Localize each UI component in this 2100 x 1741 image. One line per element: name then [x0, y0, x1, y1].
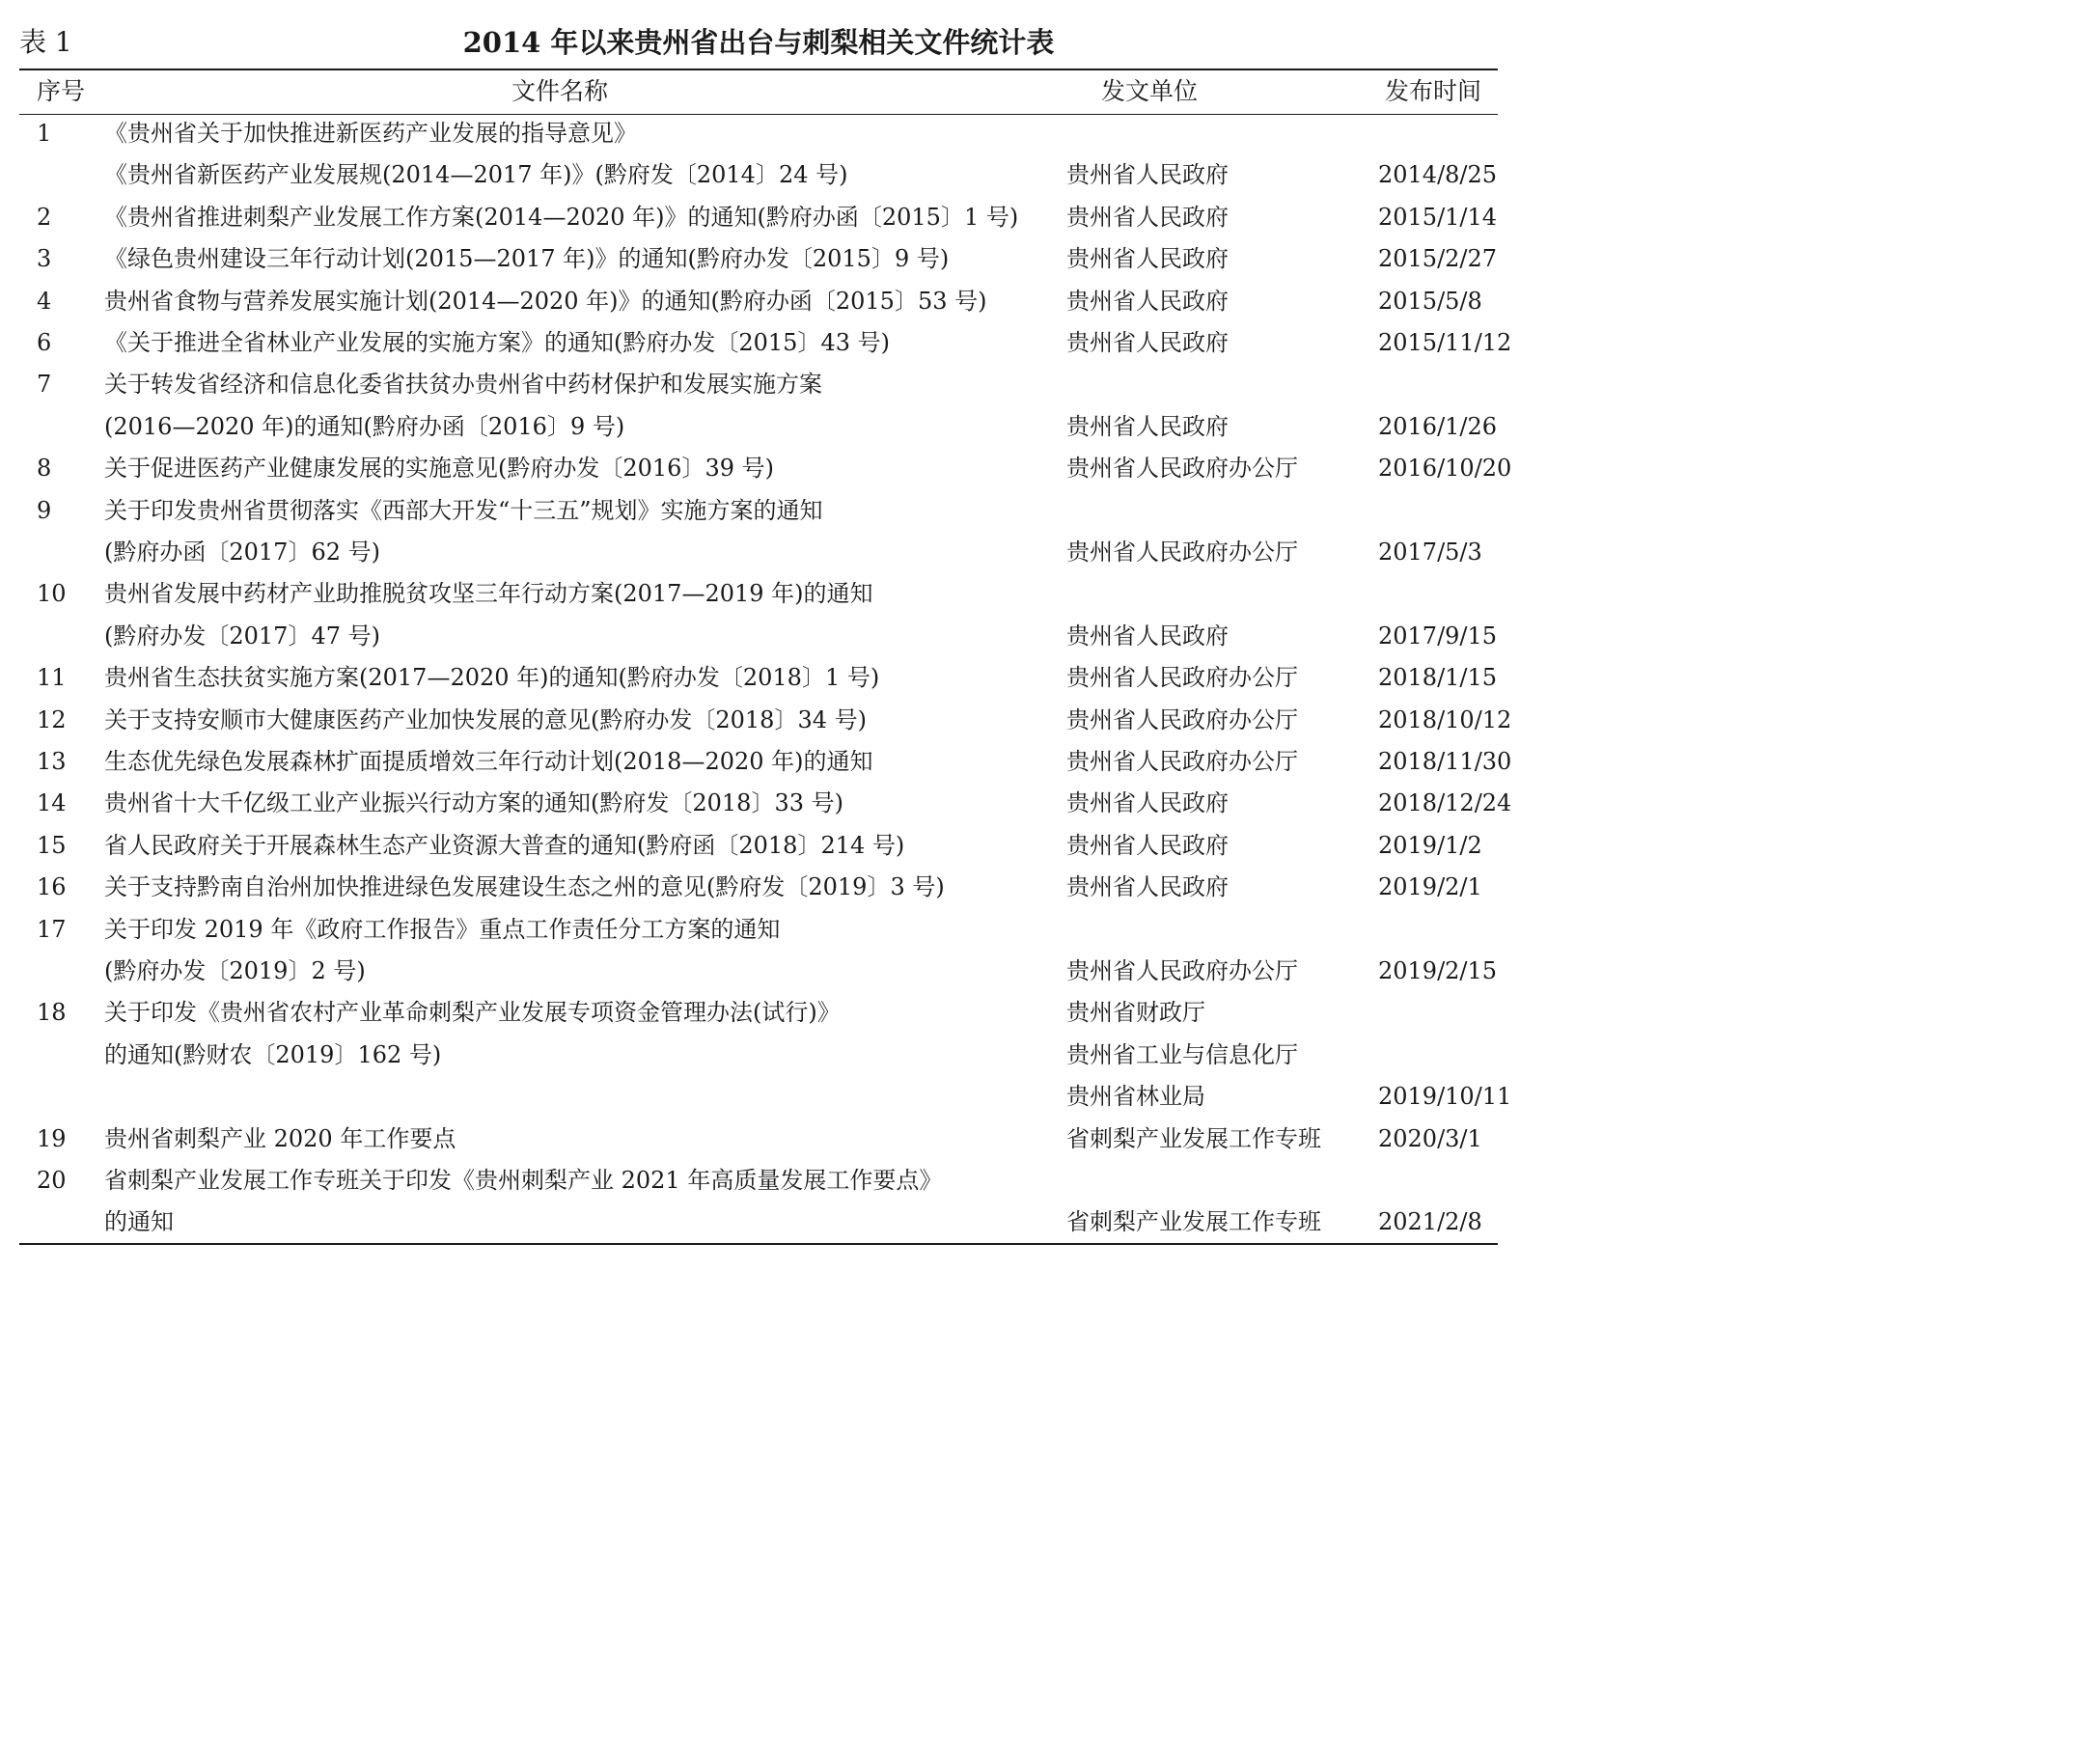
- issuing-unit: 贵州省林业局: [1066, 1083, 1205, 1111]
- row-number: 8: [37, 455, 52, 483]
- issue-date: 2017/9/15: [1378, 622, 1498, 649]
- issuing-unit: 贵州省人民政府: [1066, 287, 1229, 315]
- row-number: 16: [37, 873, 67, 901]
- table-row: [19, 321, 1512, 364]
- issue-date: 2019/2/1: [1378, 873, 1482, 901]
- issuing-unit: 省刺梨产业发展工作专班: [1066, 1208, 1321, 1236]
- issuing-unit: 贵州省人民政府办公厅: [1066, 664, 1298, 692]
- bottom-rule: [19, 1243, 1498, 1245]
- document-name: 省刺梨产业发展工作专班关于印发《贵州刺梨产业 2021 年高质量发展工作要点》: [104, 1167, 943, 1194]
- issue-date: 2019/10/11: [1378, 1083, 1512, 1111]
- header-unit: 发文单位: [1100, 77, 1198, 105]
- table-row: [19, 237, 1498, 280]
- row-number: 20: [37, 1167, 67, 1194]
- issue-date: 2019/1/2: [1378, 831, 1482, 859]
- table-row: [19, 405, 1498, 448]
- row-number: 12: [37, 705, 67, 733]
- table-row: [19, 782, 1512, 824]
- row-number: 10: [37, 580, 67, 608]
- document-name: 《贵州省推进刺梨产业发展工作方案(2014—2020 年)》的通知(黔府办函〔2015〕1 号): [104, 203, 1019, 231]
- document-name: (2016—2020 年)的通知(黔府办函〔2016〕9 号): [104, 412, 625, 440]
- issue-date: 2018/12/24: [1378, 789, 1512, 817]
- issue-date: 2020/3/1: [1378, 1124, 1482, 1152]
- issue-date: 2018/11/30: [1378, 748, 1512, 775]
- row-number: 6: [37, 329, 52, 356]
- table-caption: [19, 21, 1498, 64]
- table-title: 2014 年以来贵州省出台与刺梨相关文件统计表: [462, 26, 1055, 59]
- issue-date: 2015/1/14: [1378, 203, 1498, 231]
- document-name: 关于转发省经济和信息化委省扶贫办贵州省中药材保护和发展实施方案: [104, 371, 822, 399]
- document-name: 贵州省生态扶贫实施方案(2017—2020 年)的通知(黔府办发〔2018〕1 号): [104, 664, 880, 692]
- issuing-unit: 贵州省工业与信息化厅: [1066, 1040, 1298, 1068]
- document-name: 的通知(黔财农〔2019〕162 号): [104, 1040, 442, 1068]
- table-row: [19, 531, 1498, 573]
- row-number: 14: [37, 789, 67, 817]
- issuing-unit: 贵州省财政厅: [1066, 999, 1205, 1027]
- issuing-unit: 贵州省人民政府: [1066, 329, 1229, 356]
- document-name: 的通知: [104, 1208, 174, 1236]
- table-row: [19, 991, 1498, 1034]
- issue-date: 2018/10/12: [1378, 705, 1512, 733]
- issue-date: 2015/5/8: [1378, 287, 1482, 315]
- issuing-unit: 贵州省人民政府: [1066, 245, 1229, 273]
- table-row: [19, 908, 1498, 951]
- issuing-unit: 贵州省人民政府办公厅: [1066, 455, 1298, 483]
- table-row: [19, 866, 1498, 908]
- header-name: 文件名称: [511, 77, 608, 105]
- issuing-unit: 贵州省人民政府: [1066, 831, 1229, 859]
- table-row: [19, 1075, 1512, 1118]
- row-number: 3: [37, 245, 52, 273]
- issuing-unit: 贵州省人民政府办公厅: [1066, 748, 1298, 775]
- table-header: [19, 70, 1498, 113]
- table-label: 表 1: [19, 26, 72, 58]
- issue-date: 2017/5/3: [1378, 539, 1482, 566]
- document-name: (黔府办函〔2017〕62 号): [104, 539, 380, 566]
- table-row: [19, 153, 1498, 196]
- issuing-unit: 贵州省人民政府办公厅: [1066, 957, 1298, 984]
- table-row: [19, 447, 1512, 489]
- issuing-unit: 贵州省人民政府: [1066, 203, 1229, 231]
- issuing-unit: 省刺梨产业发展工作专班: [1066, 1124, 1321, 1152]
- issue-date: 2021/2/8: [1378, 1208, 1482, 1236]
- document-name: 关于支持黔南自治州加快推进绿色发展建设生态之州的意见(黔府发〔2019〕3 号): [104, 873, 945, 901]
- table-row: [19, 280, 1498, 322]
- document-name: 生态优先绿色发展森林扩面提质增效三年行动计划(2018—2020 年)的通知: [104, 748, 873, 775]
- header-date: 发布时间: [1384, 77, 1481, 105]
- table-row: [19, 656, 1498, 699]
- table-row: [19, 363, 1498, 405]
- document-name: (黔府办发〔2019〕2 号): [104, 957, 366, 984]
- issue-date: 2014/8/25: [1378, 161, 1498, 189]
- document-name: 省人民政府关于开展森林生态产业资源大普查的通知(黔府函〔2018〕214 号): [104, 831, 905, 859]
- issue-date: 2015/11/12: [1378, 329, 1512, 356]
- issue-date: 2016/1/26: [1378, 412, 1498, 440]
- document-name: 关于促进医药产业健康发展的实施意见(黔府办发〔2016〕39 号): [104, 455, 774, 483]
- row-number: 15: [37, 831, 67, 859]
- issue-date: 2016/10/20: [1378, 455, 1512, 483]
- row-number: 9: [37, 496, 52, 524]
- row-number: 11: [37, 664, 67, 692]
- table-row: [19, 196, 1498, 238]
- issuing-unit: 贵州省人民政府: [1066, 789, 1229, 817]
- issuing-unit: 贵州省人民政府: [1066, 622, 1229, 649]
- issuing-unit: 贵州省人民政府办公厅: [1066, 705, 1298, 733]
- issue-date: 2018/1/15: [1378, 664, 1498, 692]
- document-name: 贵州省十大千亿级工业产业振兴行动方案的通知(黔府发〔2018〕33 号): [104, 789, 843, 817]
- table-row: [19, 615, 1498, 657]
- table-row: [19, 1159, 1498, 1202]
- issue-date: 2015/2/27: [1378, 245, 1498, 273]
- document-name: 贵州省发展中药材产业助推脱贫攻坚三年行动方案(2017—2019 年)的通知: [104, 580, 873, 608]
- document-name: 《绿色贵州建设三年行动计划(2015—2017 年)》的通知(黔府办发〔2015〕9 号): [104, 245, 950, 273]
- document-name: 贵州省食物与营养发展实施计划(2014—2020 年)》的通知(黔府办函〔2015〕53 号): [104, 287, 987, 315]
- table-row: [19, 489, 1498, 532]
- document-name: (黔府办发〔2017〕47 号): [104, 622, 380, 649]
- row-number: 17: [37, 915, 67, 943]
- table-row: [19, 699, 1512, 741]
- issuing-unit: 贵州省人民政府: [1066, 873, 1229, 901]
- row-number: 4: [37, 287, 52, 315]
- document-name: 关于印发 2019 年《政府工作报告》重点工作责任分工方案的通知: [104, 915, 781, 943]
- document-name: 关于印发《贵州省农村产业革命刺梨产业发展专项资金管理办法(试行)》: [104, 999, 841, 1027]
- document-name: 关于支持安顺市大健康医药产业加快发展的意见(黔府办发〔2018〕34 号): [104, 705, 867, 733]
- document-name: 关于印发贵州省贯彻落实《西部大开发“十三五”规划》实施方案的通知: [104, 496, 823, 524]
- table-row: [19, 572, 1498, 615]
- table-row: [19, 1034, 1498, 1076]
- table-row: [19, 112, 1498, 154]
- header-no: 序号: [37, 77, 86, 105]
- document-name: 《关于推进全省林业产业发展的实施方案》的通知(黔府办发〔2015〕43 号): [104, 329, 890, 356]
- issuing-unit: 贵州省人民政府: [1066, 412, 1229, 440]
- document-name: 贵州省刺梨产业 2020 年工作要点: [104, 1124, 456, 1152]
- table-row: [19, 824, 1498, 867]
- table-row: [19, 740, 1512, 783]
- row-number: 13: [37, 748, 67, 775]
- issuing-unit: 贵州省人民政府: [1066, 161, 1229, 189]
- document-name: 《贵州省关于加快推进新医药产业发展的指导意见》: [104, 120, 637, 147]
- row-number: 19: [37, 1124, 67, 1152]
- table-row: [19, 1201, 1498, 1243]
- table-row: [19, 950, 1498, 992]
- row-number: 7: [37, 371, 52, 399]
- document-name: 《贵州省新医药产业发展规(2014—2017 年)》(黔府发〔2014〕24 号): [104, 161, 848, 189]
- row-number: 1: [37, 120, 52, 147]
- issue-date: 2019/2/15: [1378, 957, 1498, 984]
- row-number: 2: [37, 203, 52, 231]
- table-row: [19, 1118, 1498, 1160]
- row-number: 18: [37, 999, 67, 1027]
- issuing-unit: 贵州省人民政府办公厅: [1066, 539, 1298, 566]
